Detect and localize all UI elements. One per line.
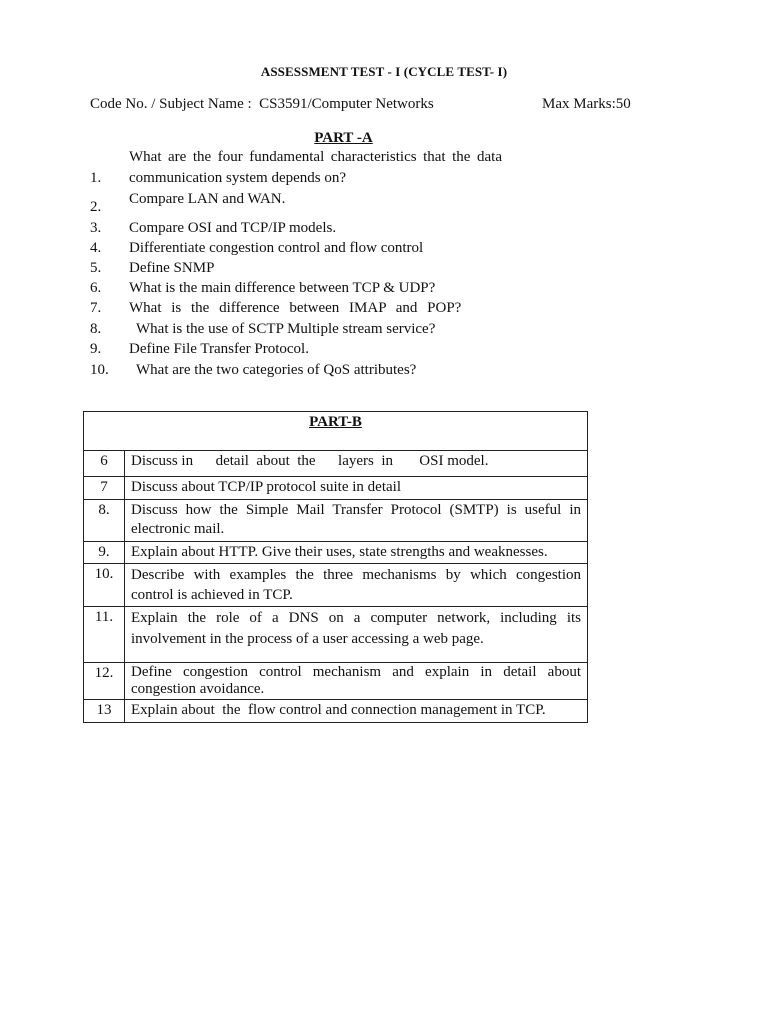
part-b-row xyxy=(84,477,588,500)
part-a-question-number: 5. xyxy=(90,260,102,276)
part-b-row xyxy=(84,607,588,663)
part-a-question-number: 6. xyxy=(90,280,102,296)
part-b-question-text: Explain about HTTP. Give their uses, state strengths and weaknesses. xyxy=(125,541,588,564)
part-a-question-text: Define SNMP xyxy=(129,260,215,276)
part-b-question-number: 8. xyxy=(84,499,125,541)
part-b-question-number: 12. xyxy=(84,663,125,700)
part-b-question-number: 13 xyxy=(84,700,125,723)
part-b-row xyxy=(84,499,588,541)
part-a-question-text: Differentiate congestion control and flow control xyxy=(129,240,424,256)
part-a-question-number: 2. xyxy=(90,199,102,215)
part-b-question-text: Discuss in detail about the layers in OSI model. xyxy=(125,451,588,477)
part-b-row xyxy=(84,541,588,564)
part-a-question-number: 10. xyxy=(90,362,109,378)
part-a-question-text: What is the main difference between TCP & UDP? xyxy=(129,280,436,296)
part-b-question-number: 9. xyxy=(84,541,125,564)
part-a-question-text: What is the use of SCTP Multiple stream service? xyxy=(136,321,436,337)
part-b-question-text: Define congestion control mechanism and explain in detail about congestion avoidance. xyxy=(125,663,588,700)
part-b-question-text: Describe with examples the three mechanisms by which congestion control is achieved in TCP. xyxy=(125,564,588,607)
part-a-question-number: 4. xyxy=(90,240,102,256)
part-b-heading: PART-B xyxy=(84,412,588,451)
max-marks: Max Marks:50 xyxy=(542,96,631,112)
part-b-question-number: 11. xyxy=(84,607,125,663)
part-a-question-number: 1. xyxy=(90,170,102,186)
part-b-row xyxy=(84,663,588,700)
part-a-question-text: Define File Transfer Protocol. xyxy=(129,341,309,357)
part-b-header-row xyxy=(84,412,588,451)
part-a-question-number: 8. xyxy=(90,321,102,337)
part-a-question-text: What is the difference between IMAP and POP? xyxy=(129,300,462,316)
part-b-question-number: 6 xyxy=(84,451,125,477)
part-b-row xyxy=(84,451,588,477)
part-b-row xyxy=(84,700,588,723)
part-b-question-text: Explain about the flow control and connection management in TCP. xyxy=(125,700,588,723)
part-a-question-text: What are the four fundamental characteristics that the data communication system depends on? xyxy=(129,149,502,186)
part-b-question-number: 10. xyxy=(84,564,125,607)
code-subject-line: Code No. / Subject Name : CS3591/Computer Networks xyxy=(90,96,434,112)
part-a-question-text: Compare OSI and TCP/IP models. xyxy=(129,220,337,236)
part-a-question-number: 9. xyxy=(90,341,102,357)
part-a-question-text: What are the two categories of QoS attributes? xyxy=(136,362,417,378)
part-a-question-text: Compare LAN and WAN. xyxy=(129,191,286,207)
part-b-question-text: Explain the role of a DNS on a computer network, including its involvement in the process of a user accessing a web page. xyxy=(125,607,588,663)
part-b-question-number: 7 xyxy=(84,477,125,500)
part-a-question-number: 3. xyxy=(90,220,102,236)
part-b-question-text: Discuss about TCP/IP protocol suite in detail xyxy=(125,477,588,500)
part-a-question-number: 7. xyxy=(90,300,102,316)
part-b-table xyxy=(83,411,588,723)
part-b-row xyxy=(84,564,588,607)
document-title: ASSESSMENT TEST - I (CYCLE TEST- I) xyxy=(260,64,508,79)
part-a-heading: PART -A xyxy=(314,130,373,146)
part-b-question-text: Discuss how the Simple Mail Transfer Protocol (SMTP) is useful in electronic mail. xyxy=(125,499,588,541)
